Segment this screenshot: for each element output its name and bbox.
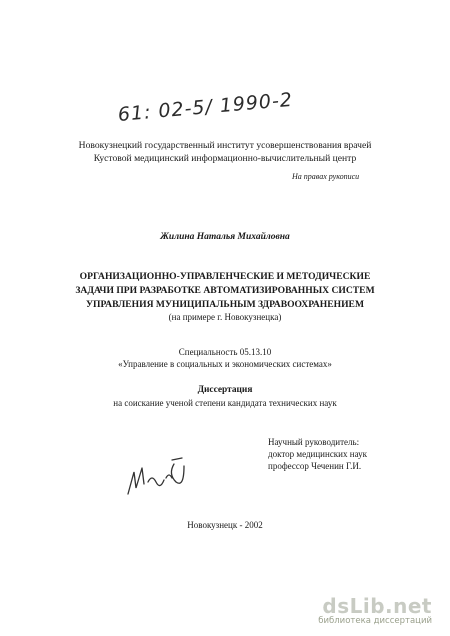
dissertation-title	[0, 270, 450, 312]
title-line-2: ЗАДАЧИ ПРИ РАЗРАБОТКЕ АВТОМАТИЗИРОВАННЫХ СИСТЕМ	[75, 285, 375, 296]
supervisor-degree: доктор медицинских наук	[268, 449, 367, 459]
supervisor-name: профессор Чеченин Г.И.	[268, 461, 362, 471]
supervisor-block	[268, 436, 367, 472]
rights-note: На правах рукописи	[292, 172, 360, 181]
title-line-3: УПРАВЛЕНИЯ МУНИЦИПАЛЬНЫМ ЗДРАВООХРАНЕНИЕМ	[86, 299, 364, 310]
specialty-code: Специальность 05.13.10	[178, 347, 272, 357]
institute-line-2: Кустовой медицинский информационно-вычислительный центр	[93, 153, 357, 164]
specialty-name: «Управление в социальных и экономических системах»	[118, 359, 332, 369]
title-line-1: ОРГАНИЗАЦИОННО-УПРАВЛЕНЧЕСКИЕ И МЕТОДИЧЕСКИЕ	[79, 271, 371, 282]
handwritten-signature	[122, 454, 192, 500]
watermark-logo: dsLib.net	[322, 594, 432, 618]
author-name: Жилина Наталья Михайловна	[160, 232, 290, 242]
degree-line: на соискание ученой степени кандидата технических наук	[113, 398, 337, 408]
specialty-block	[0, 346, 450, 370]
title-subtitle: (на примере г. Новокузнецка)	[168, 312, 282, 322]
city-year: Новокузнецк - 2002	[187, 520, 263, 530]
dissertation-label: Диссертация	[197, 385, 253, 395]
handwritten-archive-code: 61: 02-5/ 1990-2	[117, 88, 294, 126]
institute-line-1: Новокузнецкий государственный институт усовершенствования врачей	[78, 140, 372, 151]
dslib-watermark	[312, 594, 432, 626]
supervisor-label: Научный руководитель:	[268, 437, 360, 447]
watermark-subtitle: библиотека диссертаций	[318, 616, 432, 626]
